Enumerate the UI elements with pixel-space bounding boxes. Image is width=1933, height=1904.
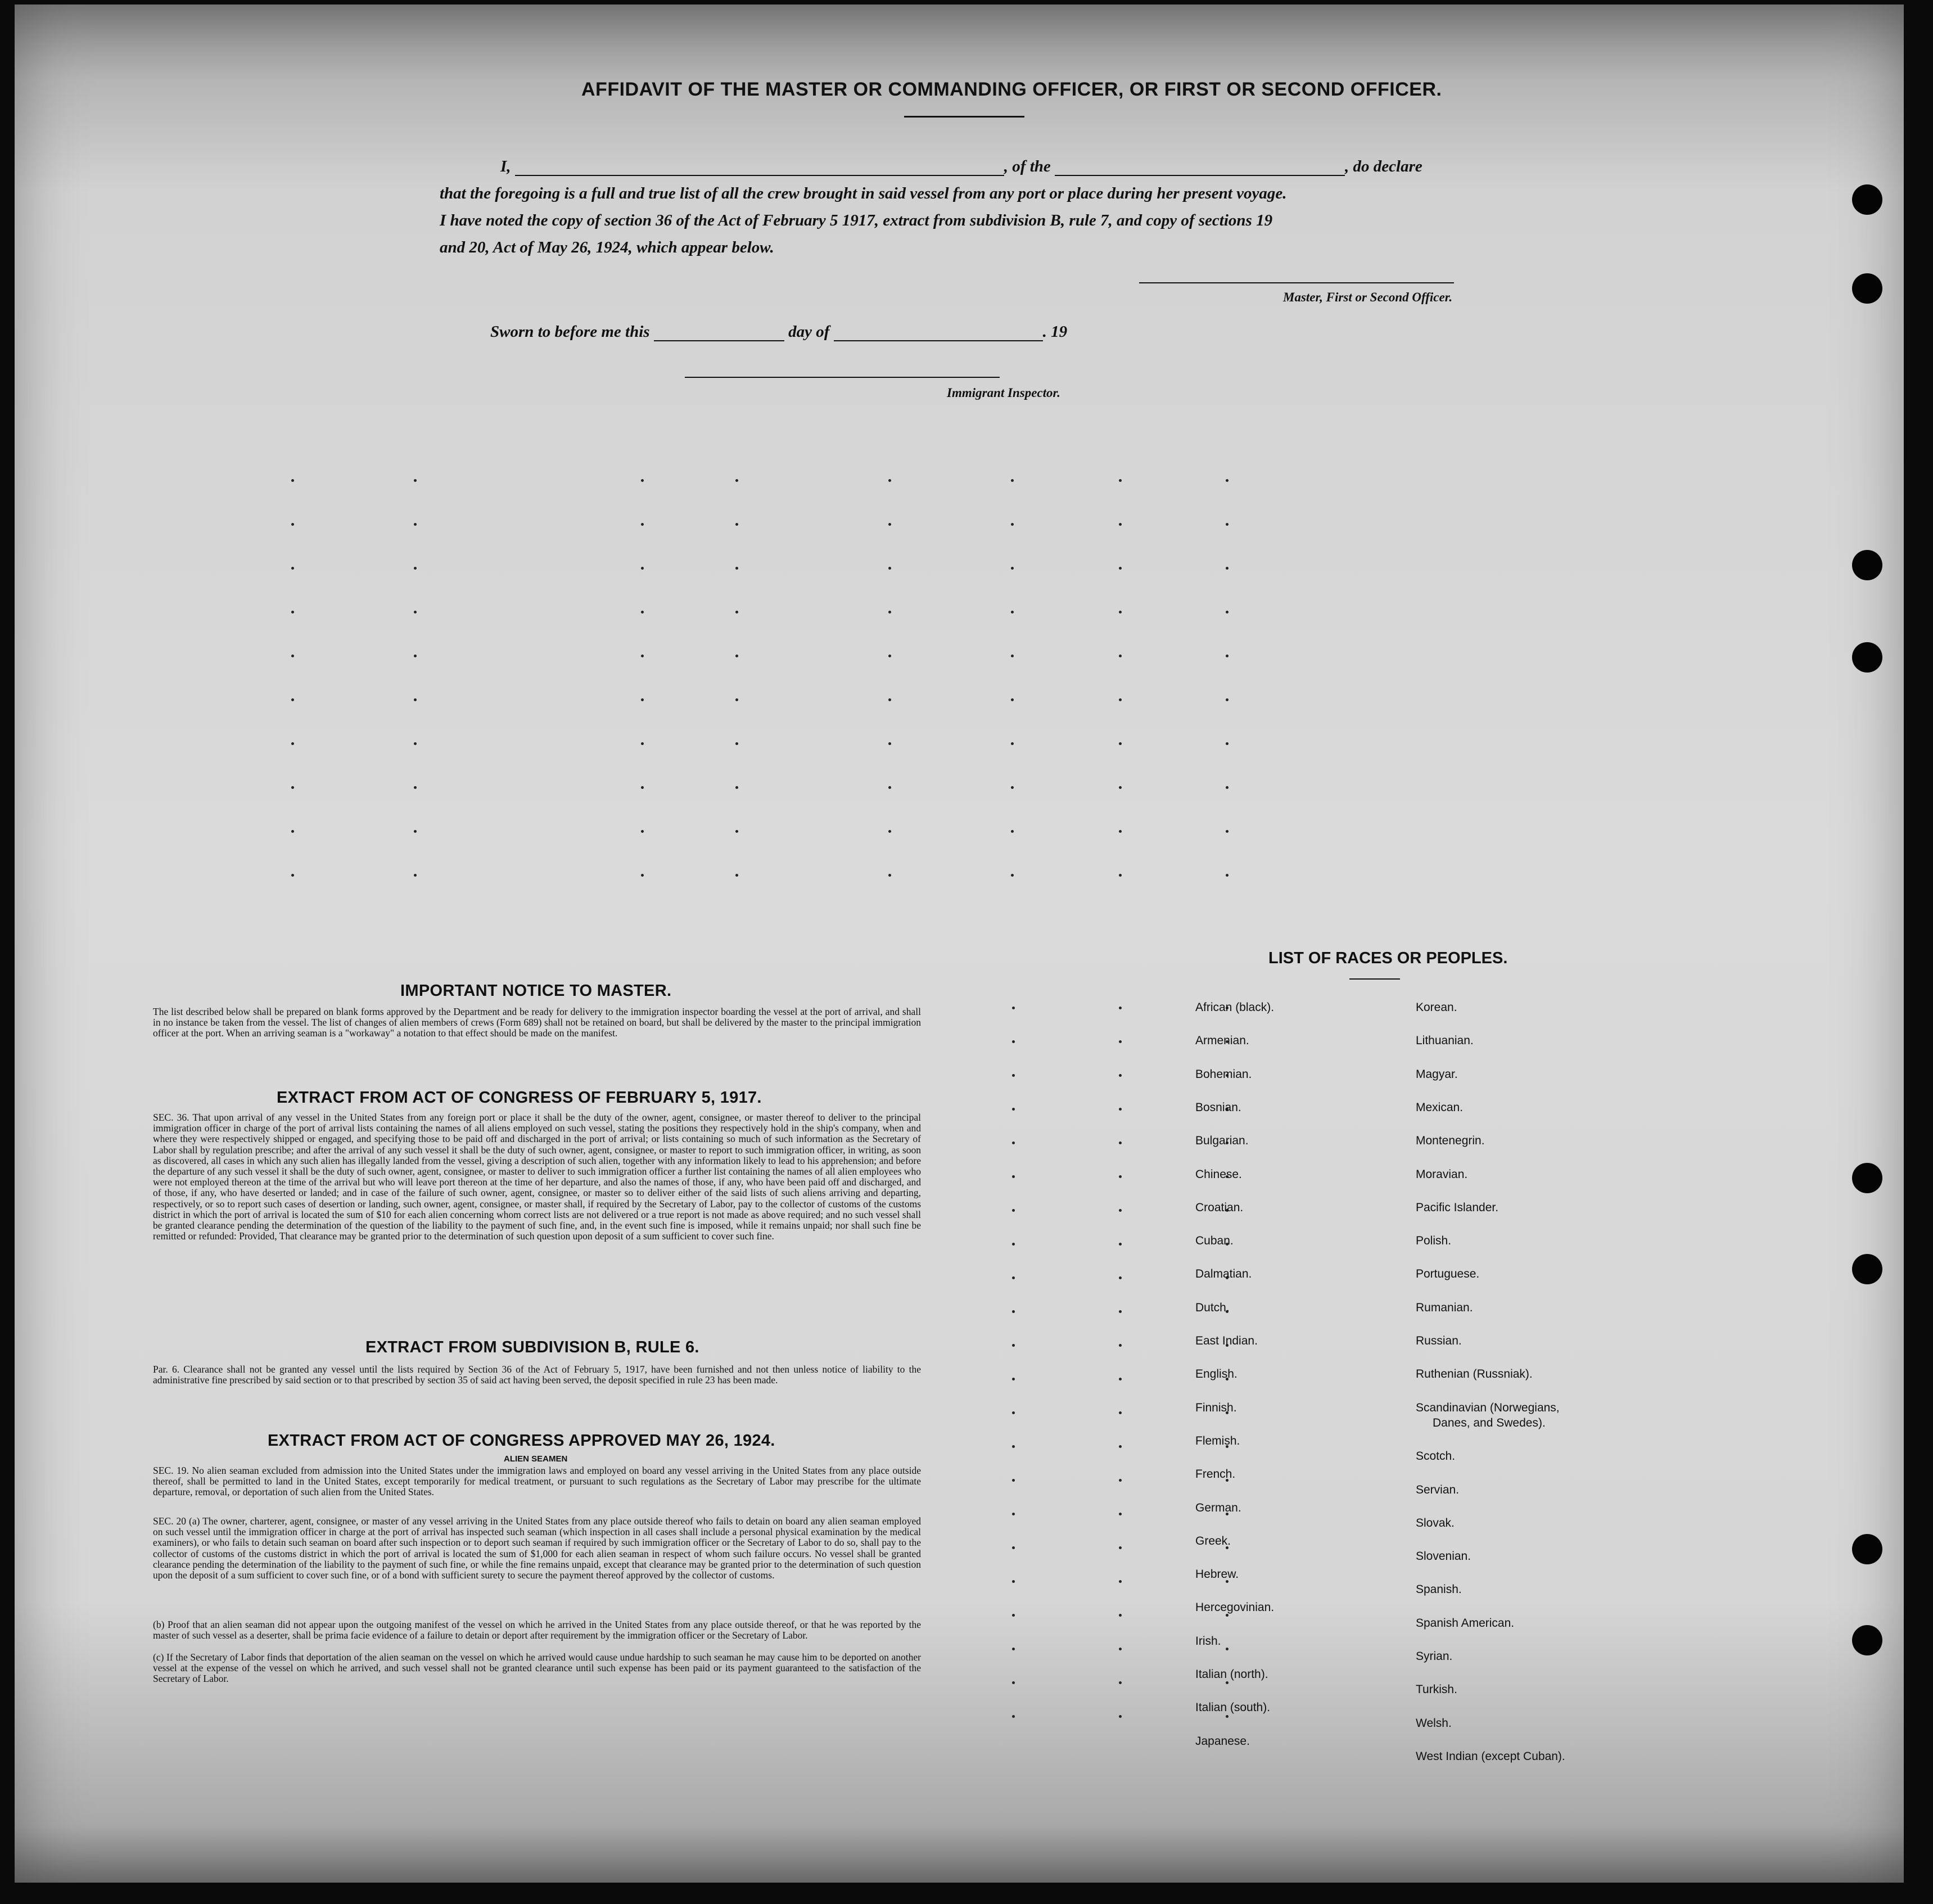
leader-dot xyxy=(641,698,644,701)
punch-hole xyxy=(1852,550,1882,580)
leader-dot xyxy=(735,698,738,701)
leader-dot xyxy=(414,655,417,657)
race-item: Russian. xyxy=(1416,1334,1462,1347)
leader-dot xyxy=(1011,830,1014,833)
race-item: Korean. xyxy=(1416,1001,1457,1014)
race-item: Greek. xyxy=(1195,1534,1231,1547)
leader-dot xyxy=(1226,786,1229,789)
punch-hole xyxy=(1852,642,1882,673)
leader-dot xyxy=(1119,611,1122,613)
leader-dot xyxy=(1226,1681,1229,1684)
inspector-caption: Immigrant Inspector. xyxy=(947,386,1060,400)
race-item: West Indian (except Cuban). xyxy=(1416,1749,1565,1763)
leader-dot xyxy=(291,655,294,657)
race-item: Montenegrin. xyxy=(1416,1134,1485,1148)
leader-dot xyxy=(888,786,891,789)
leader-dot xyxy=(291,611,294,613)
leader-dot xyxy=(1012,1175,1015,1178)
leader-dot xyxy=(1011,786,1014,789)
race-item: Bosnian. xyxy=(1195,1100,1241,1114)
leader-dot xyxy=(1012,1681,1015,1684)
punch-hole xyxy=(1852,184,1882,215)
leader-dot xyxy=(1119,655,1122,657)
leader-dot xyxy=(291,874,294,877)
leader-dot xyxy=(1119,1243,1122,1246)
leader-dot xyxy=(1226,698,1229,701)
leader-dot xyxy=(1119,567,1122,570)
leader-dot xyxy=(1119,1614,1122,1617)
leader-dot xyxy=(1226,1715,1229,1718)
race-item: Scotch. xyxy=(1416,1450,1456,1463)
leader-dot xyxy=(1119,1715,1122,1718)
race-item: Bulgarian. xyxy=(1195,1134,1249,1148)
leader-dot xyxy=(641,611,644,613)
affidavit-declaration-line xyxy=(500,157,1422,176)
extract-1917-title: EXTRACT FROM ACT OF CONGRESS OF FEBRUARY 5, 1917. xyxy=(277,1089,762,1107)
leader-dot xyxy=(1119,1513,1122,1515)
leader-dot xyxy=(1226,874,1229,877)
race-item: Chinese. xyxy=(1195,1167,1242,1181)
leader-dot xyxy=(888,698,891,701)
leader-dot xyxy=(414,611,417,613)
race-item: Hebrew. xyxy=(1195,1568,1239,1581)
race-item: Servian. xyxy=(1416,1483,1460,1496)
leader-dot xyxy=(641,786,644,789)
affidavit-text-line: and 20, Act of May 26, 1924, which appear below. xyxy=(440,238,774,256)
leader-dot xyxy=(1226,479,1229,482)
sworn-label: Sworn to before me this xyxy=(490,323,650,341)
leader-dot xyxy=(888,655,891,657)
leader-dot xyxy=(291,698,294,701)
race-item: Dutch. xyxy=(1195,1301,1230,1314)
leader-dot xyxy=(1012,1546,1015,1549)
leader-dot xyxy=(1012,1074,1015,1077)
leader-dot xyxy=(1226,830,1229,833)
race-item: Rumanian. xyxy=(1416,1301,1473,1314)
leader-dot xyxy=(888,611,891,613)
year-label: . 19 xyxy=(1042,323,1068,341)
leader-dot xyxy=(414,567,417,570)
leader-dot xyxy=(1011,479,1014,482)
race-item: Armenian. xyxy=(1195,1034,1249,1048)
officer-name-field[interactable] xyxy=(515,163,1004,176)
leader-dot xyxy=(735,479,738,482)
leader-dot xyxy=(1119,1344,1122,1347)
leader-dot xyxy=(291,830,294,833)
affidavit-i-label: I, xyxy=(500,157,511,175)
leader-dot xyxy=(1119,1276,1122,1279)
race-item: Mexican. xyxy=(1416,1100,1464,1114)
affidavit-text-line: I have noted the copy of section 36 of the Act of February 5 1917, extract from subdivision B, rule 7, and copy of sections 19 xyxy=(440,211,1273,229)
leader-dot xyxy=(1119,1209,1122,1212)
race-item: Dalmatian. xyxy=(1195,1267,1252,1281)
leader-dot xyxy=(1012,1040,1015,1043)
leader-dot xyxy=(641,874,644,877)
master-signature-caption: Master, First or Second Officer. xyxy=(1283,290,1453,304)
leader-dot xyxy=(1119,1074,1122,1077)
leader-dot xyxy=(641,523,644,526)
leader-dot xyxy=(1011,655,1014,657)
leader-dot xyxy=(1119,1378,1122,1380)
leader-dot xyxy=(1119,1310,1122,1313)
race-item: Italian (south). xyxy=(1195,1701,1271,1714)
leader-dot xyxy=(1012,1310,1015,1313)
race-item: African (black). xyxy=(1195,1001,1275,1014)
sec20a-text: SEC. 20 (a) The owner, charterer, agent, consignee, or master of any vessel arriving in the United States from any place outside thereof who fails to detain on board any alien seaman employed on such vessel until the immigration officer in charge at the port of arrival has inspected such seaman (which inspection in all cases shall include a personal physical examination by the medical examiners), or who fails to detain such seaman on board after such inspection or to deport such seaman if required by such immigration officer or the Secretary of Labor to do so, shall pay to the collector of customs of the customs district in which the port of arrival is located the sum of $1,000 for each alien seaman in respect of whom such failure occurs. No vessel shall be granted clearance pending the determination of the liability to the payment of such fine, or while the fine remains unpaid, except that clearance may be granted prior to the determination of such question upon the deposit of a sum sufficient to cover such fine, or of a bond with sufficient surety to secure the payment thereof approved by the collector of customs. xyxy=(153,1515,921,1581)
leader-dot xyxy=(641,655,644,657)
race-item: East Indian. xyxy=(1195,1334,1258,1347)
leader-dot xyxy=(1012,1243,1015,1246)
leader-dot xyxy=(1119,1142,1122,1144)
punch-hole xyxy=(1852,1625,1882,1655)
leader-dot xyxy=(735,567,738,570)
leader-dot xyxy=(291,567,294,570)
leader-dot xyxy=(1012,1378,1015,1380)
leader-dot xyxy=(888,479,891,482)
leader-dot xyxy=(1119,1681,1122,1684)
leader-dot xyxy=(735,830,738,833)
leader-dot xyxy=(1226,655,1229,657)
affidavit-text-line: that the foregoing is a full and true list of all the crew brought in said vessel from any port or place during her present voyage. xyxy=(440,184,1287,202)
leader-dot xyxy=(1012,1648,1015,1650)
leader-dot xyxy=(1119,786,1122,789)
race-item: Bohemian. xyxy=(1195,1067,1252,1081)
race-item: Croatian. xyxy=(1195,1201,1244,1214)
leader-dot xyxy=(291,786,294,789)
leader-dot xyxy=(414,523,417,526)
leader-dot xyxy=(735,611,738,613)
leader-dot xyxy=(1011,874,1014,877)
extract-1917-text: SEC. 36. That upon arrival of any vessel in the United States from any foreign port or place it shall be the duty of the owner, agent, consignee, or master thereof to deliver to the principal immigration officer in charge of the port of arrival lists containing the names of all aliens employed on such vessel, stating the positions they respectively hold in the ship's company, when and where they were respectively shipped or engaged, and specifying those to be paid off and discharged in the port of arrival; or lists containing so much of such information as the Secretary of Labor shall by regulation prescribe; and after the arrival of any such vessel it shall be the duty of such owner, agent, consignee, or master to report to such immigration officer, in writing, as soon as discovered, all cases in which any such alien has illegally landed from the vessel, giving a description of such alien, together with any information likely to lead to his apprehension; and before the departure of any such vessel it shall be the duty of such owner, agent, consignee, or master to deliver to such immigration officer a further list containing the names of all alien employees who were not employed thereon at the time of the arrival but who will leave port thereon at the time of her departure, and also the names of those, if any, who have been paid off and discharged, and of those, if any, who have deserted or landed; and in case of the failure of such owner, agent, consignee, or master so to deliver either of the said lists of such aliens arriving and departing, respectively, or so to report such cases of desertion or landing, such owner, agent, consignee, or master shall, if required by the Secretary of Labor, pay to the collector of customs of the customs district in which the port of arrival is located the sum of $10 for each alien concerning whom correct lists are not delivered or a true report is not made as above required; and no such vessel shall be granted clearance pending the determination of the question of the liability to the payment of such fine, and, in the event such fine is imposed, while it remains unpaid; nor shall such fine be remitted or refunded: Provided, That clearance may be granted prior to the determination of such question upon deposit of a sum sufficient to cover such fine. xyxy=(153,1112,921,1242)
master-signature-line[interactable] xyxy=(1139,282,1454,283)
leader-dot xyxy=(414,874,417,877)
leader-dot xyxy=(1011,698,1014,701)
form-sheet xyxy=(15,4,1904,1883)
leader-dot xyxy=(1226,523,1229,526)
leader-dot xyxy=(1119,479,1122,482)
notice-text: The list described below shall be prepared on blank forms approved by the Department and be ready for delivery to the immigration inspector boarding the vessel at the port of arrival, and shall in no instance be taken from the vessel. The list of changes of alien members of crews (Form 689) shall not be retained on board, but shall be delivered by the master to the principal immigration officer at the port. When an arriving seaman is a "workaway" a notation to that effect should be made on the manifest. xyxy=(153,1006,921,1039)
leader-dot xyxy=(888,874,891,877)
leader-dot xyxy=(1226,1648,1229,1650)
title-underline xyxy=(904,116,1024,118)
do-declare-label: , do declare xyxy=(1345,157,1422,175)
race-item: Pacific Islander. xyxy=(1416,1201,1499,1214)
leader-dot xyxy=(414,698,417,701)
race-item: Slovenian. xyxy=(1416,1550,1471,1563)
leader-dot xyxy=(1119,1007,1122,1009)
race-item: Japanese. xyxy=(1195,1734,1250,1748)
punch-hole xyxy=(1852,1534,1882,1564)
race-item: Spanish American. xyxy=(1416,1616,1515,1630)
alien-seamen-subtitle: ALIEN SEAMEN xyxy=(504,1454,568,1464)
leader-dot xyxy=(1012,1411,1015,1414)
race-item: Portuguese. xyxy=(1416,1267,1480,1281)
day-of-label: day of xyxy=(788,323,830,341)
leader-dot xyxy=(291,479,294,482)
leader-dot xyxy=(1119,1445,1122,1448)
leader-dot xyxy=(414,479,417,482)
leader-dot xyxy=(414,786,417,789)
race-item: Ruthenian (Russniak). xyxy=(1416,1368,1533,1381)
leader-dot xyxy=(1011,611,1014,613)
leader-dot xyxy=(1012,1276,1015,1279)
leader-dot xyxy=(1012,1209,1015,1212)
leader-dot xyxy=(1226,611,1229,613)
of-the-label: , of the xyxy=(1004,157,1051,175)
leader-dot xyxy=(1119,742,1122,745)
sworn-day-field[interactable] xyxy=(654,328,784,341)
leader-dot xyxy=(1012,1513,1015,1515)
leader-dot xyxy=(1012,1344,1015,1347)
race-item: Hercegovinian. xyxy=(1195,1601,1275,1614)
leader-dot xyxy=(1012,1108,1015,1111)
leader-dot xyxy=(888,567,891,570)
leader-dot xyxy=(1012,1614,1015,1617)
leader-dot xyxy=(1012,1479,1015,1482)
affidavit-title: AFFIDAVIT OF THE MASTER OR COMMANDING OFFICER, OR FIRST OR SECOND OFFICER. xyxy=(581,79,1442,100)
race-item: German. xyxy=(1195,1501,1241,1514)
leader-dot xyxy=(1119,1546,1122,1549)
extract-rule6-title: EXTRACT FROM SUBDIVISION B, RULE 6. xyxy=(365,1338,699,1356)
race-item: Scandinavian (Norwegians, xyxy=(1416,1401,1560,1414)
leader-dot xyxy=(641,479,644,482)
leader-dot xyxy=(414,830,417,833)
leader-dot xyxy=(414,742,417,745)
race-item: Turkish. xyxy=(1416,1683,1457,1697)
leader-dot xyxy=(1119,1648,1122,1650)
leader-dot xyxy=(735,874,738,877)
leader-dot xyxy=(1119,1479,1122,1482)
extract-1924-title: EXTRACT FROM ACT OF CONGRESS APPROVED MAY 26, 1924. xyxy=(268,1432,775,1450)
race-item: Magyar. xyxy=(1416,1067,1458,1081)
leader-dot xyxy=(735,742,738,745)
leader-dot xyxy=(291,523,294,526)
leader-dot xyxy=(735,786,738,789)
notice-title: IMPORTANT NOTICE TO MASTER. xyxy=(400,982,672,1000)
leader-dot xyxy=(1012,1445,1015,1448)
race-item: French. xyxy=(1195,1468,1236,1481)
leader-dot xyxy=(1119,1175,1122,1178)
race-item: Spanish. xyxy=(1416,1583,1462,1596)
extract-rule6-text: Par. 6. Clearance shall not be granted any vessel until the lists required by Section 36 of the Act of February 5, 1917, have been furnished and not then unless notice of liability to the administrative fine prescribed by said section or to that prescribed by section 35 of said act having been served, the deposit specified in rule 23 has been made. xyxy=(153,1364,921,1386)
leader-dot xyxy=(1119,1580,1122,1583)
sworn-month-field[interactable] xyxy=(834,328,1043,341)
races-title-underline xyxy=(1349,978,1400,980)
leader-dot xyxy=(1012,1142,1015,1144)
race-item: Moravian. xyxy=(1416,1167,1468,1181)
leader-dot xyxy=(888,523,891,526)
race-item: Danes, and Swedes). xyxy=(1433,1416,1546,1429)
race-item: Finnish. xyxy=(1195,1401,1237,1414)
sec19-text: SEC. 19. No alien seaman excluded from admission into the United States under the immigration laws and employed on board any vessel arriving in the United States from any place outside thereof, shall be permitted to land in the United States, except temporarily for medical treatment, or pursuant to such regulations as the Secretary of Labor may prescribe for the ultimate departure, removal, or deportation of such alien from the United States. xyxy=(153,1465,921,1498)
sec20b-text: (b) Proof that an alien seaman did not appear upon the outgoing manifest of the vessel on which he arrived in the United States from any place outside thereof, or that he was reported by the master of such vessel as a deserter, shall be prima facie evidence of a failure to detain or deport after requirement by the immigration officer or the Secretary of Labor. xyxy=(153,1619,921,1641)
race-item: Syrian. xyxy=(1416,1650,1453,1663)
vessel-name-field[interactable] xyxy=(1055,163,1345,176)
leader-dot xyxy=(1119,874,1122,877)
race-item: Irish. xyxy=(1195,1634,1221,1648)
leader-dot xyxy=(1012,1580,1015,1583)
leader-dot xyxy=(1119,830,1122,833)
punch-hole xyxy=(1852,273,1882,304)
races-title: LIST OF RACES OR PEOPLES. xyxy=(1268,949,1508,967)
race-item: Italian (north). xyxy=(1195,1668,1268,1681)
leader-dot xyxy=(735,523,738,526)
race-item: English. xyxy=(1195,1368,1238,1381)
race-item: Slovak. xyxy=(1416,1516,1455,1529)
leader-dot xyxy=(888,742,891,745)
leader-dot xyxy=(1011,742,1014,745)
leader-dot xyxy=(1011,567,1014,570)
leader-dot xyxy=(1226,567,1229,570)
leader-dot xyxy=(641,742,644,745)
race-item: Lithuanian. xyxy=(1416,1034,1474,1048)
inspector-signature-line[interactable] xyxy=(685,377,1000,378)
sec20c-text: (c) If the Secretary of Labor finds that deportation of the alien seaman on the vessel on which he arrived would cause undue hardship to such seaman he may cause him to be deported on another vessel at the expense of the vessel on which he arrived, and such vessel shall not be granted clearance until such expense has been paid or its payment guaranteed to the satisfaction of the Secretary of Labor. xyxy=(153,1652,921,1685)
race-item: Flemish. xyxy=(1195,1434,1240,1447)
sworn-line xyxy=(490,323,1067,341)
leader-dot xyxy=(1012,1007,1015,1009)
leader-dot xyxy=(1012,1715,1015,1718)
leader-dot xyxy=(291,742,294,745)
leader-dot xyxy=(1119,1108,1122,1111)
leader-dot xyxy=(1226,742,1229,745)
leader-dot xyxy=(1119,523,1122,526)
leader-dot xyxy=(641,567,644,570)
leader-dot xyxy=(641,830,644,833)
punch-hole xyxy=(1852,1163,1882,1193)
race-item: Welsh. xyxy=(1416,1716,1452,1730)
leader-dot xyxy=(1011,523,1014,526)
leader-dot xyxy=(1119,1040,1122,1043)
leader-dot xyxy=(1119,1411,1122,1414)
leader-dot xyxy=(735,655,738,657)
race-item: Cuban. xyxy=(1195,1234,1234,1248)
punch-hole xyxy=(1852,1254,1882,1284)
leader-dot xyxy=(1119,698,1122,701)
race-item: Polish. xyxy=(1416,1234,1452,1248)
leader-dot xyxy=(888,830,891,833)
